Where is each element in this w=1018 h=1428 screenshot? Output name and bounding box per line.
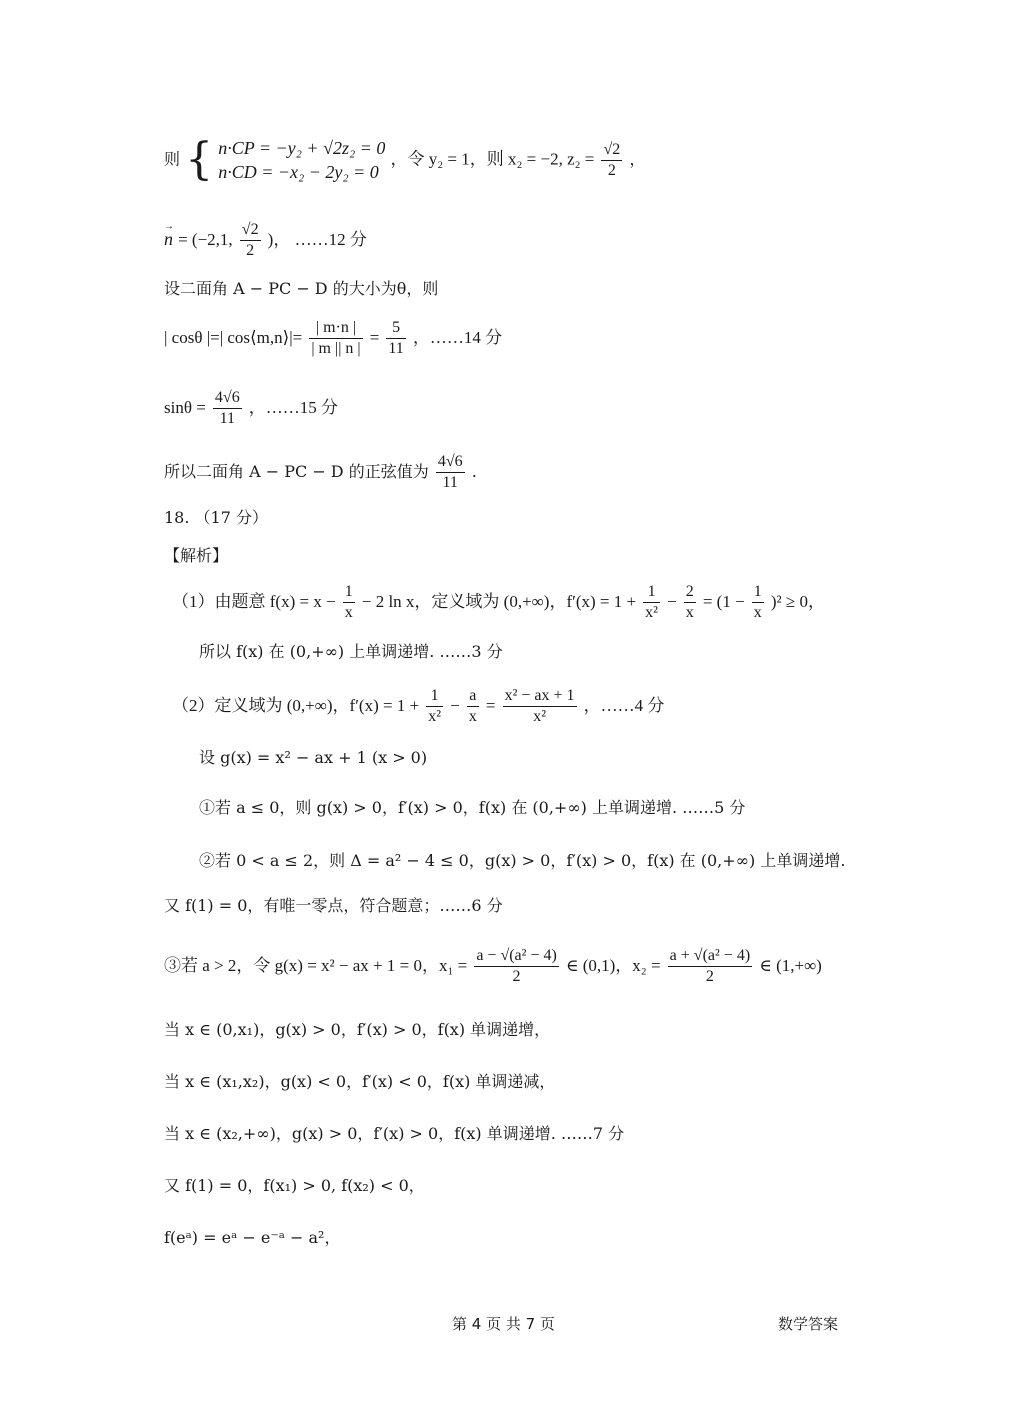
fraction: $\frac{4√6}{11}$ — [214, 389, 240, 427]
equation-1: n·CP = −y₂ + √2z₂ = 0 — [218, 138, 386, 158]
fraction: $\frac{1}{x}$ — [344, 583, 353, 621]
fraction: $\frac{√2}{2}$ — [603, 140, 621, 179]
fraction: $\frac{\text{a + √(a² − 4)}}{2}$ — [669, 947, 751, 985]
fraction: $\frac{2}{x}$ — [685, 583, 694, 621]
line-interval-1: 当 x ∈ (0,x₁)，g(x) > 0，f′(x) > 0，f(x) 单调递增， — [164, 1020, 551, 1039]
line-cos-theta: | cosθ |=| cos⟨m,n⟩|= $\frac{| m\cdot n |}{| m || n |}$ = $\frac{5}{11}$ ，……14 分 — [164, 319, 503, 357]
line-part2-derivative: （2）定义域为 (0,+∞)，f′(x) = 1 + $\frac{1}{\text{x²}}$ − $\frac{a}{x}$ = $\frac{\text{x² − ax + 1}}{\text{x²}}$ ，……4 分 — [172, 687, 665, 725]
fraction: $\frac{1}{\text{x²}}$ — [428, 687, 442, 725]
equation-system — [218, 136, 385, 184]
fraction: $\frac{√2}{2}$ — [241, 221, 259, 259]
line-values: 又 f(1) = 0，f(x₁) > 0, f(x₂) < 0， — [164, 1176, 425, 1195]
fraction: $\frac{\text{x² − ax + 1}}{\text{x²}}$ — [504, 687, 575, 725]
problem-18-heading: 18. （17 分） — [164, 508, 268, 527]
line-vector-n: → n = (−2,1, $\frac{√2}{2}$ )， ……12 分 — [164, 220, 367, 261]
fraction: $\frac{\text{a − √(a² − 4)}}{2}$ — [476, 947, 557, 985]
fraction: $\frac{a}{x}$ — [468, 687, 477, 725]
line-case-2-conclusion: 又 f(1) = 0，有唯一零点，符合题意；……6 分 — [164, 896, 503, 915]
equation-2: n·CD = −x₂ − 2y₂ = 0 — [218, 162, 379, 182]
line-interval-2: 当 x ∈ (x₁,x₂)，g(x) < 0，f′(x) < 0，f(x) 单调递减， — [164, 1072, 556, 1091]
line-case-2: ②若 0 < a ≤ 2，则 Δ = a² − 4 ≤ 0，g(x) > 0，f′(x) > 0，f(x) 在 (0,+∞) 上单调递增. — [199, 851, 846, 870]
line-case-1: ①若 a ≤ 0，则 g(x) > 0，f′(x) > 0，f(x) 在 (0,+∞) 上单调递增. ……5 分 — [199, 798, 746, 817]
fraction: $\frac{5}{11}$ — [388, 319, 404, 357]
line-define-g: 设 g(x) = x² − ax + 1 (x > 0) — [199, 748, 428, 767]
subject-label: 数学答案 — [778, 1315, 839, 1333]
page-number: 第 4 页 共 7 页 — [452, 1315, 555, 1333]
vector-n-symbol: → n — [164, 229, 173, 249]
line-case-3: ③若 a > 2，令 g(x) = x² − ax + 1 = 0，x₁ = $\frac{\text{a − √(a² − 4)}}{2}$ ∈ (0,1)，x₂ = $\frac{\text{a + √(a² − 4)}}{2}$ ∈ (1,+∞) — [164, 947, 822, 985]
text-mid: ，令 y₂ = 1，则 x₂ = −2, z₂ = — [390, 149, 595, 169]
line-normal-vector-system: 则 { n·CP = −y₂ + √2z₂ = 0 n·CD = −x₂ − 2y₂ = 0 ，令 y₂ = 1，则 x₂ = −2, z₂ = $\frac{√2}{2}$ ， — [164, 134, 646, 185]
fraction: $\frac{1}{x}$ — [753, 583, 762, 621]
fraction: $\frac{4√6}{11}$ — [437, 453, 463, 491]
line-part1-conclusion: 所以 f(x) 在 (0,+∞) 上单调递增. ……3 分 — [199, 642, 503, 661]
solution-label: 【解析】 — [164, 546, 229, 565]
line-dihedral-angle-setup: 设二面角 A − PC − D 的大小为θ，则 — [164, 279, 439, 298]
text-prefix: 则 — [164, 149, 181, 169]
brace-symbol: { — [185, 134, 214, 185]
fraction: $\frac{1}{\text{x²}}$ — [645, 583, 658, 621]
line-sin-theta: sinθ = $\frac{4√6}{11}$ ，……15 分 — [164, 389, 339, 427]
line-f-e-a: f(eᵃ) = eᵃ − e⁻ᵃ − a²， — [164, 1228, 341, 1247]
fraction: $\frac{| m\cdot n |}{| m || n |}$ — [311, 319, 361, 357]
line-interval-3: 当 x ∈ (x₂,+∞)，g(x) > 0，f′(x) > 0，f(x) 单调递增. ……7 分 — [164, 1124, 625, 1143]
line-sine-conclusion: 所以二面角 A − PC − D 的正弦值为 $\frac{4√6}{11}$ . — [164, 453, 477, 491]
line-part1: （1）由题意 f(x) = x − $\frac{1}{x}$ − 2 ln x，定义域为 (0,+∞)，f′(x) = 1 + $\frac{1}{\text{x²}}$ − $\frac{2}{x}$ = (1 − $\frac{1}{x}$ )² ≥ 0， — [172, 583, 825, 621]
